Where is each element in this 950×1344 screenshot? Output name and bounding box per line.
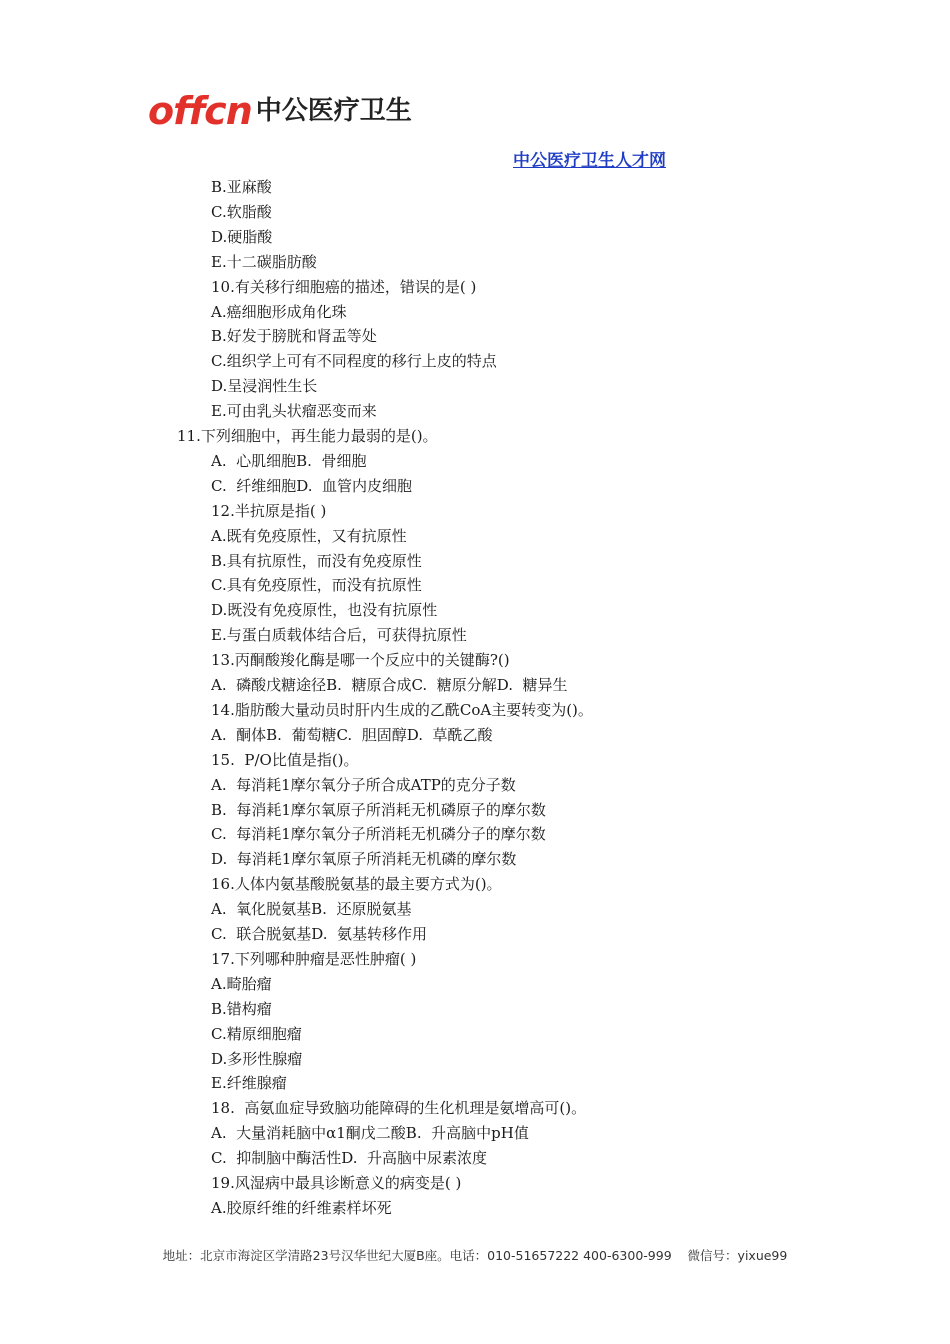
text-line: A.胶原纤维的纤维素样坏死 xyxy=(211,1199,392,1217)
text-line: C.具有免疫原性，而没有抗原性 xyxy=(211,576,422,594)
text-line: A.既有免疫原性，又有抗原性 xyxy=(211,527,407,545)
site-link[interactable]: 中公医疗卫生人才网 xyxy=(513,151,666,171)
text-line: C. 每消耗1摩尔氧分子所消耗无机磷分子的摩尔数 xyxy=(211,825,546,843)
text-line: B.亚麻酸 xyxy=(211,178,272,196)
offcn-logo xyxy=(148,88,412,134)
text-line: 18. 高氨血症导致脑功能障碍的生化机理是氨增高可()。 xyxy=(211,1099,587,1117)
text-line: D. 每消耗1摩尔氧原子所消耗无机磷的摩尔数 xyxy=(211,850,517,868)
text-line: B.错构瘤 xyxy=(211,1000,272,1018)
text-line: 19.风湿病中最具诊断意义的病变是( ) xyxy=(211,1174,462,1192)
text-line: C.精原细胞瘤 xyxy=(211,1025,302,1043)
text-line: E.可由乳头状瘤恶变而来 xyxy=(211,402,377,420)
text-line: E.十二碳脂肪酸 xyxy=(211,253,317,271)
text-line: B.好发于膀胱和肾盂等处 xyxy=(211,327,377,345)
logo-mark: offcn xyxy=(148,89,252,133)
text-line: D.硬脂酸 xyxy=(211,228,273,246)
text-line: 12.半抗原是指( ) xyxy=(211,502,327,520)
text-line: 15. P/O比值是指()。 xyxy=(211,751,359,769)
text-line: E.与蛋白质载体结合后，可获得抗原性 xyxy=(211,626,467,644)
text-line: 17.下列哪种肿瘤是恶性肿瘤( ) xyxy=(211,950,417,968)
text-line: C. 联合脱氨基D. 氨基转移作用 xyxy=(211,925,428,943)
text-line: A.癌细胞形成角化珠 xyxy=(211,303,347,321)
text-line: E.纤维腺瘤 xyxy=(211,1074,287,1092)
text-line: A. 氧化脱氨基B. 还原脱氨基 xyxy=(211,900,412,918)
text-line: C.组织学上可有不同程度的移行上皮的特点 xyxy=(211,352,497,370)
logo-text: 中公医疗卫生 xyxy=(255,96,412,126)
text-line: D.多形性腺瘤 xyxy=(211,1050,303,1068)
text-line: A.畸胎瘤 xyxy=(211,975,272,993)
text-line: 16.人体内氨基酸脱氨基的最主要方式为()。 xyxy=(211,875,502,893)
text-line: 10.有关移行细胞癌的描述，错误的是( ) xyxy=(211,278,477,296)
text-line: C. 抑制脑中酶活性D. 升高脑中尿素浓度 xyxy=(211,1149,488,1167)
text-line: D.既没有免疫原性，也没有抗原性 xyxy=(211,601,438,619)
text-line: C. 纤维细胞D. 血管内皮细胞 xyxy=(211,477,413,495)
text-line: B.具有抗原性，而没有免疫原性 xyxy=(211,552,422,570)
text-line: B. 每消耗1摩尔氧原子所消耗无机磷原子的摩尔数 xyxy=(211,801,546,819)
text-line: 13.丙酮酸羧化酶是哪一个反应中的关键酶?() xyxy=(211,651,510,669)
text-line: A. 心肌细胞B. 骨细胞 xyxy=(211,452,367,470)
text-line: A. 大量消耗脑中α1酮戊二酸B. 升高脑中pH值 xyxy=(211,1124,529,1142)
text-line: A. 磷酸戊糖途径B. 糖原合成C. 糖原分解D. 糖异生 xyxy=(211,676,568,694)
text-line: D.呈浸润性生长 xyxy=(211,377,318,395)
text-line: 11.下列细胞中，再生能力最弱的是()。 xyxy=(177,427,438,445)
text-line: 14.脂肪酸大量动员时肝内生成的乙酰CoA主要转变为()。 xyxy=(211,701,593,719)
text-line: A. 每消耗1摩尔氧分子所合成ATP的克分子数 xyxy=(211,776,516,794)
text-line: C.软脂酸 xyxy=(211,203,272,221)
text-line: A. 酮体B. 葡萄糖C. 胆固醇D. 草酰乙酸 xyxy=(211,726,493,744)
footer-contact: 地址：北京市海淀区学清路23号汉华世纪大厦B座。电话：010-51657222 400-6300-999 微信号：yixue99 xyxy=(162,1248,788,1263)
